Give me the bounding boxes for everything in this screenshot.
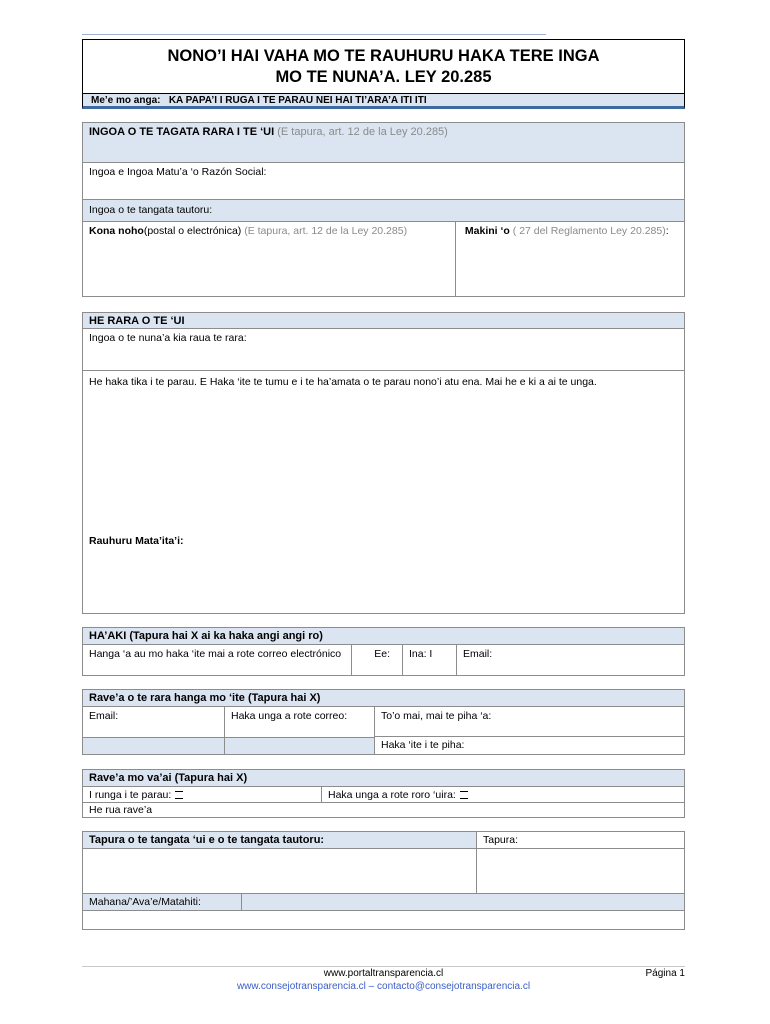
paper-checkbox-icon[interactable] (175, 791, 183, 799)
subtitle-text: KA PAPA’I I RUGA I TE PARAU NEI HAI TI’ARA’A ITI ITI (168, 95, 427, 106)
delivery-blank-divider (224, 738, 225, 755)
requester-header-note: (E tapura, art. 12 de la Ley 20.285) (277, 126, 448, 138)
request-section (82, 312, 685, 614)
format-paper-option[interactable] (83, 787, 321, 803)
representative-field[interactable] (83, 200, 684, 222)
organ-field[interactable] (83, 329, 684, 371)
delivery-email-option[interactable] (83, 707, 224, 737)
format-other-option[interactable] (83, 803, 684, 817)
notify-yes-label: Ee: (374, 648, 390, 660)
date-field[interactable] (241, 893, 684, 910)
footer-rule (82, 966, 685, 967)
delivery-blank-row (83, 737, 374, 754)
format-electronic-label: Haka unga a rote roro ‘uira: (328, 789, 456, 801)
representative-label: Ingoa o te tangata tautoru: (89, 204, 213, 216)
organ-label: Ingoa o te nuna’a kia raua te rara: (89, 332, 247, 344)
format-other-label: He rua rave’a (89, 804, 153, 816)
signature-section (82, 831, 685, 930)
notification-header-title: HA’AKI (Tapura hai X ai ka haka angi angi ro) (89, 630, 323, 642)
request-header (83, 313, 684, 329)
format-section (82, 769, 685, 818)
description-field[interactable] (83, 371, 684, 613)
form-title-line2: MO TE NUNA’A. LEY 20.285 (275, 68, 492, 86)
electronic-checkbox-icon[interactable] (460, 791, 468, 799)
page-number: Página 1 (645, 968, 685, 979)
date-blank-row (83, 910, 684, 929)
request-header-title: HE RARA O TE ‘UI (89, 315, 185, 327)
notify-yes-option[interactable] (351, 645, 402, 675)
delivery-header (83, 690, 684, 707)
delivery-section (82, 689, 685, 755)
notification-section (82, 627, 685, 676)
notify-email-label: Email: (463, 648, 493, 660)
date-label: Mahana/’Ava’e/Matahiti: (89, 896, 201, 908)
notify-no-option[interactable] (402, 645, 456, 675)
requester-header-title: INGOA O TE TAGATA RARA I TE ‘UI (89, 126, 275, 138)
observations-label: Rauhuru Mata’ita’i: (89, 535, 184, 547)
format-header (83, 770, 684, 787)
address-field[interactable] (83, 222, 455, 296)
signature-label: Tapura: (483, 834, 519, 846)
delivery-office-field[interactable] (374, 737, 684, 754)
address-note: (E tapura, art. 12 de la Ley 20.285) (244, 225, 408, 237)
signer-label: Tapura o te tangata ‘ui e o te tangata tautoru: (89, 834, 325, 846)
form-subtitle (82, 94, 685, 109)
delivery-pickup-label: To’o mai, mai te piha ‘a: (381, 710, 492, 722)
makini-colon: : (665, 225, 669, 237)
form-title (82, 39, 685, 94)
notify-no-label: Ina: I (409, 648, 433, 660)
delivery-header-title: Rave’a o te rara hanga mo ‘ite (Tapura hai X) (89, 692, 321, 704)
delivery-email-label: Email: (89, 710, 119, 722)
footer-contact[interactable]: www.consejotransparencia.cl – contacto@consejotransparencia.cl (236, 981, 531, 992)
delivery-mail-label: Haka unga a rote correo: (231, 710, 348, 722)
signer-header (83, 832, 476, 849)
requester-section (82, 122, 685, 297)
makini-field[interactable] (455, 222, 684, 296)
signature-field[interactable] (476, 849, 684, 893)
subtitle-label: Me’e mo anga: (91, 95, 161, 106)
makini-label: Makini ‘o (464, 225, 510, 237)
form-title-line1: NONO’I HAI VAHA MO TE RAUHURU HAKA TERE INGA (167, 47, 600, 65)
format-electronic-option[interactable] (321, 787, 684, 803)
delivery-mail-option[interactable] (224, 707, 374, 737)
address-label-bold: Kona noho (89, 225, 144, 237)
description-label: He haka tika i te parau. E Haka ‘ite te tumu e i te ha’amata o te parau nono’i atu ena. Mai he e ki a ai te unga. (89, 376, 597, 388)
format-header-title: Rave’a mo va’ai (Tapura hai X) (89, 772, 248, 784)
footer-site[interactable]: www.portaltransparencia.cl (323, 968, 444, 979)
format-paper-label: I runga i te parau: (89, 789, 172, 801)
full-name-label: Ingoa e Ingoa Matu’a ‘o Razón Social: (89, 166, 267, 178)
delivery-office-label: Haka ‘ite i te piha: (381, 739, 465, 751)
signer-name-field[interactable] (83, 849, 476, 893)
full-name-field[interactable] (83, 163, 684, 200)
makini-note: ( 27 del Reglamento Ley 20.285) (512, 225, 666, 237)
notification-header (83, 628, 684, 645)
top-rule (82, 34, 546, 35)
address-label: (postal o electrónica) (143, 225, 242, 237)
notify-by-email-label (83, 645, 351, 675)
date-label-cell (83, 893, 241, 910)
delivery-pickup-option[interactable] (374, 707, 684, 737)
requester-header (83, 123, 684, 163)
signature-header (476, 832, 684, 849)
notify-email-field[interactable] (456, 645, 684, 675)
notify-label: Hanga ‘a au mo haka ‘ite mai a rote correo electrónico (89, 648, 342, 660)
